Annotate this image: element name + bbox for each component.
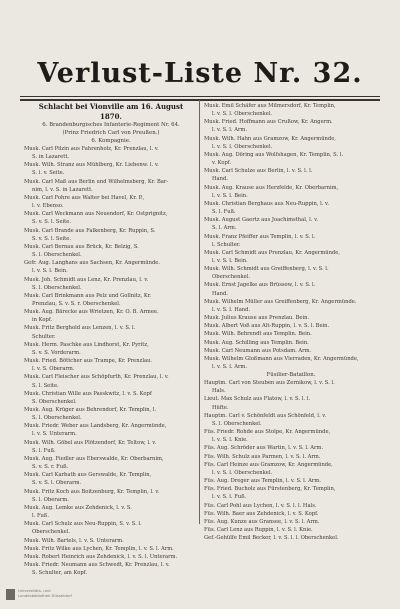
list-item: Füs. Aug. Schröder aus Wartin, l. v. S. l. Arm. [204, 445, 324, 452]
list-item: v. Kopf. [212, 160, 232, 167]
list-item: Musk. Wilh. Bartels, l. v. S. Unterarm. [24, 537, 124, 544]
list-item: Hauptm. Carl v. Schönfeldt aus Schönfeld, l. v. [204, 412, 327, 419]
list-item: Musk. Wilhelm Gloßmann aus Vierraden, Kr. Angermünde, [204, 355, 359, 362]
list-item: Musk. Christian Wille aus Passkwitz, l. v. S. Kopf [24, 390, 152, 397]
list-item: Musk. Carl Brinkmann aus Pelz und Gollnitz, Kr. [24, 292, 152, 299]
regiment-line-1: 6. Brandenburgisches Infanterie-Regiment Nr. 64. [42, 122, 180, 128]
list-item: Musk. Fritz Berghold aus Lenzen, l. v. S. l. [24, 325, 136, 332]
list-item: S. l. Oberschenkel. [212, 420, 262, 427]
list-item: l. v. S. l. Oberschenkel. [212, 469, 273, 476]
stamp-line-1: Universitäts- und [18, 588, 51, 593]
list-item: Musk. Franz Pfeiffer aus Templin, l. v. S. l. [204, 233, 316, 240]
list-item: Musk. Carl Schulz aus Neu-Ruppin, S. v. S. l. [24, 521, 142, 528]
list-item: Musk. Wilh. Schmidt aus Greiffenberg, l. v. S. l. [204, 266, 329, 273]
list-item: Musk. Herm. Paschke aus Lindhorst, Kr. Pyritz, [24, 341, 149, 348]
company-heading: 6. Kompagnie. [91, 138, 131, 144]
list-item: S. l. v. Seite. [32, 170, 65, 177]
list-item: Füs. Carl Heinze aus Gramzow, Kr. Angermünde, [204, 461, 333, 468]
left-column [24, 102, 198, 577]
list-item: Musk. Carl Weckmann aus Neuendorf, Kr. Ostprignitz, [24, 211, 168, 218]
list-item: Musk. Carl Schulze aus Berlin, l. v. S. l. l. [204, 168, 313, 175]
list-item: S. l. Seite. [32, 382, 59, 389]
battalion-heading: Füsilier-Bataillon. [266, 372, 316, 379]
page-title: Verlust-Liste Nr. 32. [37, 58, 363, 89]
left-casualty-list [24, 145, 198, 577]
list-item: Musk. Carl Bernau aus Brück, Kr. Belzig, S. [24, 243, 139, 250]
list-item: Musk. Robert Heinrich aus Zehdenick, l. v. S. l. Unterarm. [24, 553, 178, 560]
list-item: Musk. Aug. Schilling aus Templin. Bein. [204, 339, 309, 346]
title-rule-thick [20, 99, 380, 101]
list-item: Gefr. Aug. Langhans aus Sachsen, Kr. Angermünde. [24, 260, 161, 267]
list-item: Musk. Fritz Wilke aus Lychen, Kr. Templin, l. v. S. l. Arm. [24, 545, 174, 552]
list-item: l. v. S. l. Knie. [212, 437, 248, 444]
list-item: l. v. S. l. Bein. [212, 257, 248, 264]
list-item: Musk. Wilh. Behrendt aus Templin. Bein. [204, 331, 312, 338]
list-item: S. l. Oberschenkel. [32, 252, 82, 259]
list-item: Musk. Emil Schäfer aus Milmersdorf, Kr. Templin, [204, 103, 336, 109]
list-item: Prenzlau, S. v. S. r. Oberschenkel. [32, 300, 121, 307]
list-item: l. v. S. l. Fuß. [212, 494, 247, 501]
list-item: Füs. Wilh. Baer aus Zehdenick, l. v. S. Kopf. [204, 510, 319, 517]
list-item: l. v. S. l. Arm. [212, 127, 247, 134]
list-item: Schulter. [32, 333, 56, 340]
list-item: Musk. Friedr. Weber aus Landsberg, Kr. Angermünde, [24, 423, 167, 430]
library-stamp [6, 586, 72, 604]
list-item: Hand. [212, 176, 228, 183]
list-item: Musk. Aug. Fiedler aus Eberswalde, Kr. Oberbarnim, [24, 455, 164, 462]
list-item: Oberschenkel. [32, 529, 70, 536]
title-rule-thin [20, 96, 380, 97]
list-item: S. l. Fuß. [212, 209, 236, 216]
list-item: Musk. Wilh. Stranz aus Mühlberg, Kr. Liebenw. l. v. [24, 162, 159, 169]
right-casualty-list-2 [204, 379, 378, 542]
list-item: Musk. Ernst Jagelke aus Brüssow, l. v. S. l. [204, 282, 316, 289]
column-separator [199, 100, 200, 524]
list-item: Hüfte. [212, 404, 229, 411]
list-item: l. Fuß. [32, 513, 50, 520]
list-item: l. v. S. l. Arm. [212, 364, 247, 370]
list-item: Musk. Carl Neumann aus Potsdam. Arm. [204, 347, 312, 354]
list-item: l. v. S. l. Hand. [212, 306, 251, 313]
list-item: Musk. Joh. Schmidt aus Lenz, Kr. Prenzlau, l. v. [24, 276, 149, 283]
list-item: S. Oberschenkel. [32, 398, 77, 405]
list-item: in Kopf. [32, 317, 53, 324]
list-item: Hand. [212, 290, 228, 297]
list-item: S. in Lazarett. [32, 154, 70, 161]
list-item: Musk. Carl Fleischer aus Schöpfurth, Kr. Prenzlau, l. v. [24, 374, 169, 381]
battle-title: Schlacht bei Vionville am 16. August [38, 102, 184, 111]
list-item: Füs. Friedr. Rohde aus Stolpe, Kr. Angermünde, [204, 429, 331, 436]
list-item: Musk. Carl Fohre aus Walter bei Havel, Kr. P., [24, 194, 145, 201]
list-item: Musk. Julius Krause aus Prenzlau. Bein. [204, 315, 310, 322]
list-item: Füs. Carl Lenz aus Ruppin, l. v. S. l. Knie. [204, 526, 313, 533]
list-item: nim, l. v. S. in Lazarett. [32, 186, 93, 193]
list-item: Musk. Christian Berghaus aus Neu-Ruppin, l. v. [204, 200, 330, 207]
list-item: Musk. Aug. Lemke aus Zehdenick, l. v. S. [24, 504, 132, 511]
list-item: l. v. S. l. Oberschenkel. [212, 143, 273, 150]
list-item: Gef.-Gehülfe Emil Becker, l. v. S. l. l. Oberschenkel. [204, 535, 339, 542]
list-item: l. v. S. l. Oberschenkel. [212, 111, 273, 118]
list-item: Musk. Aug. Bärecke aus Wrietzen, Kr. O. B. Armee. [24, 309, 159, 316]
list-item: l. v. S. l. Bein. [212, 192, 248, 199]
list-item: S. v. S. Vorderarm. [32, 349, 81, 356]
list-item: Musk. Carl Maß aus Berlin und Wilhelmsberg, Kr. Bar- [24, 178, 169, 185]
list-item: Musk. Fritz Koch aus Boitzenburg, Kr. Templin, l. v. [24, 488, 160, 495]
list-item: S. l. Oberschenkel. [32, 415, 82, 422]
list-item: Musk. Wilh. Hahn aus Gramzow, Kr. Angermünde, [204, 135, 336, 142]
list-item: Musk. Fried. Hoffmann aus Crußow, Kr. Angerm. [204, 119, 333, 126]
list-item: l. v. S. Oberarm. [32, 366, 75, 373]
list-item: l. v. S. Unterarm. [32, 431, 77, 438]
list-item: Hals. [212, 388, 226, 395]
list-item: Musk. Albert Voß aus Alt-Ruppin, l. v. S. l. Bein. [204, 323, 330, 330]
list-item: S. l. Oberarm. [32, 496, 69, 503]
list-item: S. v. S. l. Seite. [32, 219, 71, 226]
list-item: Musk. Carl Karbath aus Gerswalde, Kr. Templin, [24, 472, 152, 479]
list-item: Musk. Fried. Böttcher aus Trampe, Kr. Prenzlau. [24, 358, 153, 365]
list-item: l. Schulter. [212, 241, 241, 248]
list-item: Füs. Wilh. Schulz aus Parmen, l. v. S. l. Arm. [204, 453, 321, 460]
library-logo [6, 589, 15, 600]
battle-year: 1870. [100, 112, 122, 121]
right-casualty-list [204, 102, 378, 371]
list-item: Musk. Aug. Krüger aus Behrendorf, Kr. Templin, l. [24, 407, 157, 413]
list-item: l. v. S. l. Bein. [32, 268, 68, 275]
list-item: Oberschenkel. [212, 274, 250, 281]
right-column [204, 102, 378, 542]
list-item: S. v. S. r. Fuß. [32, 464, 69, 471]
list-item: Musk. Carl Schmidt aus Prenzlau, Kr. Angermünde, [204, 249, 340, 256]
list-item: Lieut. Max Schulz aus Flatow, l. v. S. l. l. [204, 396, 310, 403]
list-item: Hauptm. Carl von Steuben aus Zernikow, l. v. S. l. [204, 380, 335, 387]
list-item: S. Schulter, am Kopf. [32, 570, 88, 577]
list-item: S. l. Arm. [212, 225, 237, 232]
list-item: Füs. Aug. Kunze aus Gransee, l. v. S. l. Arm. [204, 518, 320, 525]
list-item: Musk. Carl Brande aus Falkenberg, Kr. Ruppin, S. [24, 227, 156, 234]
list-item: S. l. Oberschenkel. [32, 284, 82, 291]
list-item: S. l. Fuß. [32, 447, 56, 454]
list-item: Musk. Carl Pilzin aus Fahrenholz, Kr. Prenzlau, l. v. [24, 146, 159, 152]
list-item: Füs. Aug. Dreger aus Templin, l. v. S. l. Arm. [204, 478, 321, 485]
list-item: l. v. Ebenso. [32, 203, 64, 210]
list-item: Füs. Carl Pohl aus Lychen, l. v. S. l. l. Hals. [204, 502, 317, 509]
list-item: Musk. August Gaertz aus Joachimsthal, l. v. [204, 217, 319, 224]
list-item: Musk. Wilh. Göbel aus Plötzendorf, Kr. Teltow, l. v. [24, 439, 157, 446]
list-item: S. v. S. l. Seite. [32, 235, 71, 242]
stamp-line-2: Landesbibliothek Düsseldorf [18, 593, 72, 598]
list-item: Füs. Fried. Bucholz aus Fürstenberg, Kr. Templin, [204, 486, 336, 493]
list-item: Musk. Wilhelm Müller aus Greiffenberg, Kr. Angermünde. [204, 298, 357, 305]
regiment-line-2: (Prinz Friedrich Carl von Preußen.) [62, 130, 160, 136]
list-item: Musk. Aug. Döring aus Wolfshagen, Kr. Templin, S. l. [204, 151, 344, 158]
list-item: Musk. Aug. Krause aus Herzfelde, Kr. Oberbarnim, [204, 184, 339, 191]
list-item: Musk. Friedr. Neumann aus Schwedt, Kr. Prenzlau, l. v. [24, 561, 170, 568]
list-item: S. v. S. l. Oberarm. [32, 480, 82, 487]
